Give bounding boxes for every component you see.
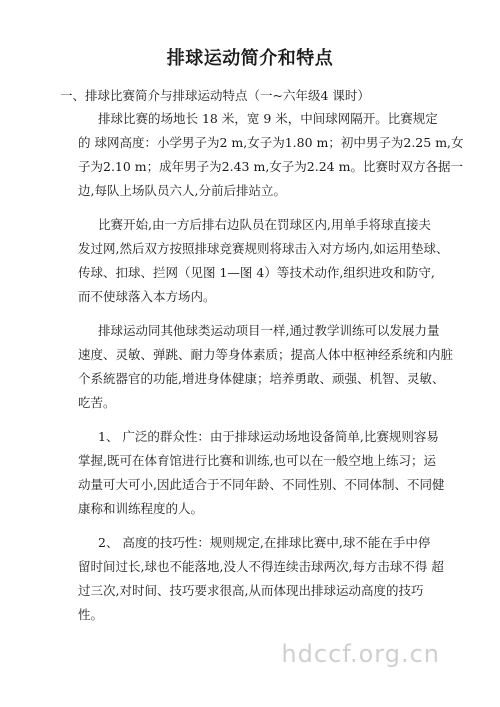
section-heading: 一、排球比赛简介与排球运动特点（一~六年级4 课时） bbox=[60, 88, 370, 103]
paragraph-2-line-2: 发过网,然后双方按照排球竞赛规则将球击入对方场内,如运用垫球、 bbox=[78, 241, 449, 256]
paragraph-5-line-3: 过三次,对时间、技巧要求很高,从而体现出排球运动高度的技巧 bbox=[78, 583, 424, 598]
paragraph-4-line-4: 康称和训练程度的人。 bbox=[78, 501, 204, 516]
paragraph-1-line-2: 的 球网高度：小学男子为2 m,女子为1.80 m；初中男子为2.25 m,女 bbox=[78, 135, 464, 150]
paragraph-1-line-4: 边,每队上场队员六人,分前后排站立。 bbox=[78, 183, 286, 198]
paragraph-2-line-1: 比赛开始,由一方后排右边队员在罚球区内,用单手将球直接夫 bbox=[98, 217, 431, 232]
paragraph-2-line-4: 而不使球落入本方场内。 bbox=[78, 289, 216, 304]
paragraph-3-line-2: 速度、灵敏、弹跳、耐力等身体素质；提高人体中枢神经系统和内脏 bbox=[78, 347, 454, 362]
paragraph-4-line-3: 动量可大可小,因此适合于不同年龄、不同性别、不同体制、不同健 bbox=[78, 477, 445, 492]
paragraph-5-line-1: 2、 高度的技巧性：规则规定,在排球比赛中,球不能在手中停 bbox=[98, 535, 431, 550]
watermark: hdccf.org.cn bbox=[281, 640, 440, 668]
paragraph-3-line-1: 排球运动同其他球类运动项目一样,通过教学训练可以发展力量 bbox=[98, 323, 440, 338]
paragraph-3-line-4: 吃苦。 bbox=[78, 395, 116, 410]
paragraph-5-line-2: 留时间过长,球也不能落地,没人不得连续击球两次,每方击球不得 超 bbox=[78, 559, 444, 574]
paragraph-5-line-4: 性。 bbox=[78, 607, 104, 622]
paragraph-3-line-3: 个系統器官的功能,增进身体健康；培养勇敢、顽强、机智、灵敏、 bbox=[78, 371, 445, 386]
paragraph-1-line-3: 子为2.10 m；成年男子为2.43 m,女子为2.24 m。比赛时双方各据一 bbox=[78, 159, 463, 174]
paragraph-2-line-3: 传球、扣球、拦网（见图 1—图 4）等技术动作,组织进攻和防守, bbox=[78, 265, 435, 280]
paragraph-4-line-2: 掌握,既可在体育馆进行比赛和训练,也可以在一般空地上练习；运 bbox=[78, 453, 436, 468]
page-title: 排球运动简介和特点 bbox=[166, 48, 334, 69]
paragraph-4-line-1: 1、 广泛的群众性：由于排球运动场地设备简单,比赛规则容易 bbox=[98, 429, 439, 444]
paragraph-1-line-1: 排球比赛的场地长 18 米，宽 9 米，中间球网隔开。比赛规定 bbox=[98, 111, 438, 126]
